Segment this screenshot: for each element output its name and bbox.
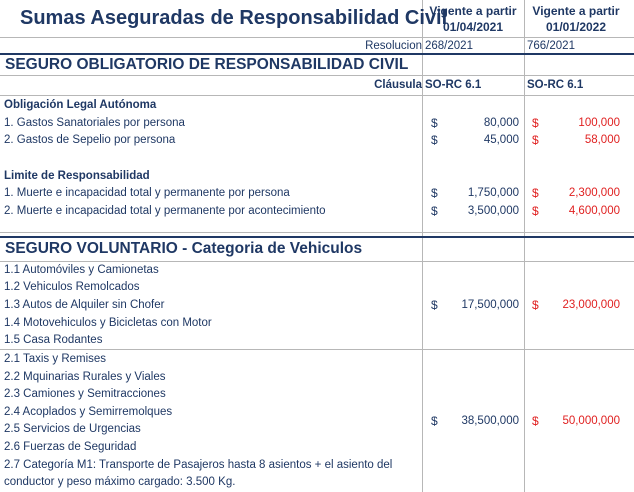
list-item: conductor y peso máximo cargado: 3.500 Kg. bbox=[4, 476, 236, 488]
page-title: Sumas Aseguradas de Responsabilidad Civil bbox=[20, 7, 448, 29]
table-row-label: 2. Gastos de Sepelio por persona bbox=[4, 134, 176, 146]
currency-symbol: $ bbox=[532, 186, 539, 200]
table-row-label: 1. Muerte e incapacidad total y permanente por persona bbox=[4, 187, 290, 199]
list-item: 2.3 Camiones y Semitracciones bbox=[4, 388, 166, 400]
clausula-label: Cláusula bbox=[374, 79, 422, 91]
amount-2021: 17,500,000 bbox=[461, 299, 519, 311]
amount-2021: 1,750,000 bbox=[467, 187, 519, 199]
column-header-1-line1: Vigente a partir bbox=[429, 4, 517, 18]
currency-symbol: $ bbox=[431, 133, 438, 147]
row-divider bbox=[0, 37, 634, 38]
row-divider bbox=[0, 232, 634, 233]
amount-2022: 2,300,000 bbox=[568, 187, 620, 199]
list-item: 2.7 Categoría M1: Transporte de Pasajeros hasta 8 asientos + el asiento del bbox=[4, 459, 393, 471]
subheading-limite: Limite de Responsabilidad bbox=[4, 170, 150, 182]
amount-2022: 100,000 bbox=[578, 117, 620, 129]
col-divider-1 bbox=[422, 0, 423, 492]
currency-symbol: $ bbox=[431, 204, 438, 218]
clausula-value-2: SO-RC 6.1 bbox=[527, 79, 584, 91]
section-divider bbox=[0, 53, 634, 55]
currency-symbol: $ bbox=[532, 116, 539, 130]
col-divider-2 bbox=[524, 0, 525, 492]
currency-symbol: $ bbox=[431, 186, 438, 200]
amount-2021: 80,000 bbox=[483, 117, 519, 129]
amount-2021: 3,500,000 bbox=[467, 205, 519, 217]
amount-2021: 38,500,000 bbox=[461, 415, 519, 427]
row-divider bbox=[0, 349, 634, 350]
column-header-2-line2: 01/01/2022 bbox=[545, 20, 607, 34]
table-row-label: 2. Muerte e incapacidad total y permanente por acontecimiento bbox=[4, 205, 326, 217]
list-item: 2.6 Fuerzas de Seguridad bbox=[4, 441, 137, 453]
resolucion-value-2: 766/2021 bbox=[527, 40, 575, 52]
row-divider bbox=[0, 95, 634, 96]
list-item: 1.5 Casa Rodantes bbox=[4, 334, 103, 346]
amount-2022: 23,000,000 bbox=[562, 299, 620, 311]
list-item: 2.1 Taxis y Remises bbox=[4, 353, 107, 365]
column-header-2-line1: Vigente a partir bbox=[532, 4, 620, 18]
table-row-label: 1. Gastos Sanatoriales por persona bbox=[4, 117, 185, 129]
clausula-value-1: SO-RC 6.1 bbox=[425, 79, 482, 91]
column-header-1-line2: 01/04/2021 bbox=[442, 20, 504, 34]
list-item: 1.3 Autos de Alquiler sin Chofer bbox=[4, 299, 165, 311]
resolucion-label: Resolucion bbox=[365, 40, 422, 52]
currency-symbol: $ bbox=[431, 116, 438, 130]
row-divider bbox=[0, 261, 634, 262]
currency-symbol: $ bbox=[532, 298, 539, 312]
currency-symbol: $ bbox=[532, 204, 539, 218]
list-item: 2.4 Acoplados y Semirremolques bbox=[4, 406, 173, 418]
amount-2022: 4,600,000 bbox=[568, 205, 620, 217]
amount-2022: 50,000,000 bbox=[562, 415, 620, 427]
section-heading-voluntario: SEGURO VOLUNTARIO - Categoria de Vehiculos bbox=[5, 240, 363, 257]
section-heading-obligatorio: SEGURO OBLIGATORIO DE RESPONSABILIDAD CIVIL bbox=[5, 56, 409, 73]
currency-symbol: $ bbox=[431, 298, 438, 312]
list-item: 2.5 Servicios de Urgencias bbox=[4, 423, 141, 435]
list-item: 1.1 Automóviles y Camionetas bbox=[4, 264, 159, 276]
list-item: 2.2 Mquinarias Rurales y Viales bbox=[4, 371, 166, 383]
subheading-obligacion-legal: Obligación Legal Autónoma bbox=[4, 99, 157, 111]
currency-symbol: $ bbox=[532, 414, 539, 428]
row-divider bbox=[0, 75, 634, 76]
resolucion-value-1: 268/2021 bbox=[425, 40, 473, 52]
section-divider bbox=[0, 236, 634, 238]
amount-2021: 45,000 bbox=[483, 134, 519, 146]
currency-symbol: $ bbox=[431, 414, 438, 428]
currency-symbol: $ bbox=[532, 133, 539, 147]
amount-2022: 58,000 bbox=[584, 134, 620, 146]
list-item: 1.4 Motovehiculos y Bicicletas con Motor bbox=[4, 317, 212, 329]
list-item: 1.2 Vehiculos Remolcados bbox=[4, 281, 140, 293]
